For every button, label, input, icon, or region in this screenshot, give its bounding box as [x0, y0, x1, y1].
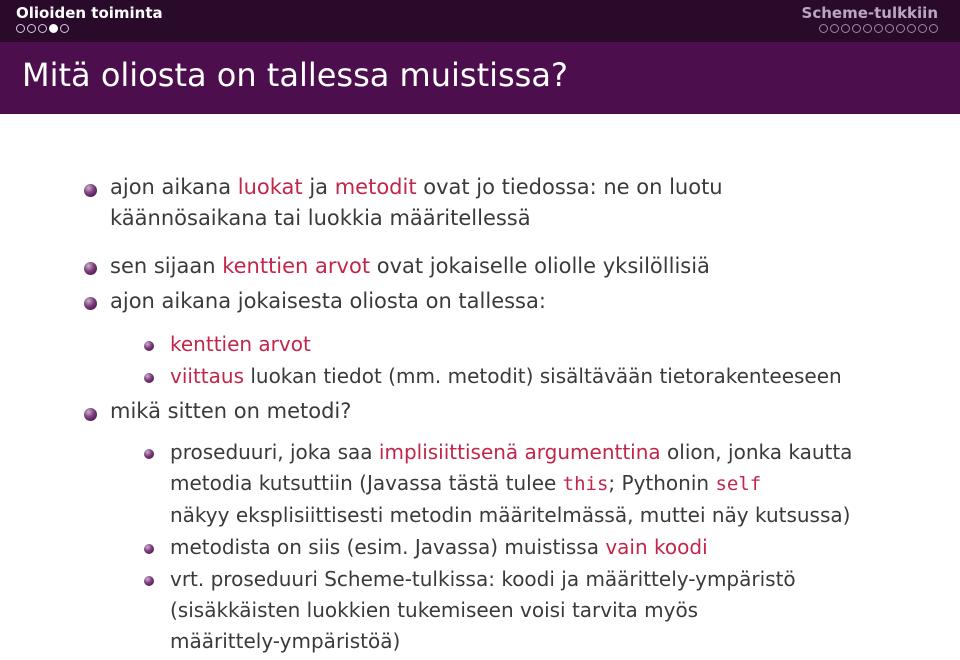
nav-dot[interactable] — [16, 24, 25, 33]
text: vrt. proseduuri Scheme-tulkissa: koodi ja määrittely-ympäristö — [170, 567, 796, 591]
highlight-text: luokat — [237, 175, 303, 199]
sub-item-4-3 — [170, 564, 796, 657]
nav-dots-current-section — [16, 24, 69, 33]
nav-dot[interactable] — [60, 24, 69, 33]
sub-bullet-ball-icon — [144, 341, 154, 351]
slide-title: Mitä oliosta on tallessa muistissa? — [22, 56, 568, 94]
text: (sisäkkäisten luokkien tukemiseen voisi tarvita myös — [170, 598, 699, 622]
bullet-ball-icon — [84, 408, 97, 421]
text: metodista on siis (esim. Javassa) muistissa — [170, 535, 606, 559]
text: määrittely-ympäristöä) — [170, 629, 401, 653]
section-link-next[interactable]: Scheme-tulkkiin — [801, 4, 938, 22]
text: metodia kutsuttiin (Javassa tästä tulee — [170, 471, 563, 495]
header-bar — [0, 0, 960, 42]
text: ajon aikana — [110, 175, 238, 199]
highlight-text: kenttien arvot — [170, 332, 311, 356]
nav-dot[interactable] — [27, 24, 36, 33]
bullet-item-4 — [110, 396, 351, 427]
sub-item-3-1 — [170, 329, 311, 360]
text: proseduuri, joka saa — [170, 440, 379, 464]
nav-dot[interactable] — [841, 24, 850, 33]
title-bar — [0, 42, 960, 114]
text: ; Pythonin — [608, 471, 716, 495]
highlight-text: metodit — [334, 175, 417, 199]
nav-dot[interactable] — [907, 24, 916, 33]
text: ovat jo tiedossa: ne on luotu — [416, 175, 723, 199]
bullet-item-3 — [110, 286, 546, 317]
bullet-ball-icon — [84, 297, 97, 310]
nav-dot[interactable] — [929, 24, 938, 33]
sub-bullet-ball-icon — [144, 544, 154, 554]
sub-bullet-ball-icon — [144, 449, 154, 459]
code-keyword: self — [715, 473, 762, 495]
nav-dot[interactable] — [896, 24, 905, 33]
highlight-text: kenttien arvot — [222, 254, 371, 278]
highlight-text: viittaus — [170, 364, 244, 388]
nav-dot[interactable] — [874, 24, 883, 33]
text: ajon aikana jokaisesta oliosta on tallessa: — [110, 289, 546, 313]
nav-dots-next-section — [819, 24, 938, 33]
text: olion, jonka kautta — [660, 440, 853, 464]
nav-dot[interactable] — [885, 24, 894, 33]
sub-bullet-ball-icon — [144, 373, 154, 383]
nav-dot-active[interactable] — [49, 24, 58, 33]
nav-dot[interactable] — [38, 24, 47, 33]
nav-dot[interactable] — [830, 24, 839, 33]
text: mikä sitten on metodi? — [110, 399, 352, 423]
nav-dot[interactable] — [863, 24, 872, 33]
sub-item-4-1 — [170, 437, 852, 531]
highlight-text: vain koodi — [605, 535, 708, 559]
highlight-text: implisiittisenä argumenttina — [378, 440, 661, 464]
text: sen sijaan — [110, 254, 223, 278]
nav-dot[interactable] — [819, 24, 828, 33]
sub-item-3-2 — [170, 361, 842, 392]
bullet-item-1 — [110, 172, 723, 234]
nav-dot[interactable] — [852, 24, 861, 33]
text: käännösaikana tai luokkia määritellessä — [110, 206, 531, 230]
nav-dot[interactable] — [918, 24, 927, 33]
bullet-ball-icon — [84, 184, 97, 197]
text: ovat jokaiselle oliolle yksilöllisiä — [370, 254, 710, 278]
sub-item-4-2 — [170, 532, 708, 563]
bullet-item-2 — [110, 251, 710, 282]
bullet-ball-icon — [84, 262, 97, 275]
section-link-current[interactable]: Olioiden toiminta — [16, 4, 163, 22]
sub-bullet-ball-icon — [144, 576, 154, 586]
text: näkyy eksplisiittisesti metodin määritelmässä, muttei näy kutsussa) — [170, 503, 851, 527]
text: ja — [302, 175, 335, 199]
code-keyword: this — [562, 473, 609, 495]
text: luokan tiedot (mm. metodit) sisältävään tietorakenteeseen — [243, 364, 842, 388]
